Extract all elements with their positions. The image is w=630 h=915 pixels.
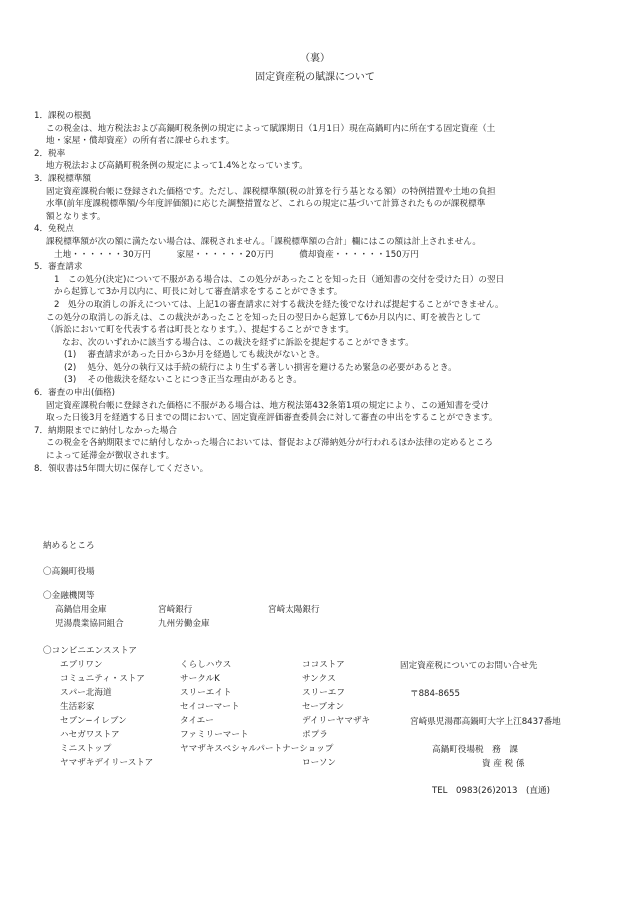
store-item: ポプラ <box>302 730 328 740</box>
store-item: タイエー <box>180 716 214 726</box>
store-item: サンクス <box>302 674 336 684</box>
store-item: サークルK <box>180 674 220 684</box>
section-text-line: 水準(前年度課税標準額/今年度評価額)に応じた調整措置など、これらの規定に基づいて計算されたものが課税標準 <box>46 199 486 210</box>
bank-item: 児湯農業協同組合 <box>55 619 124 629</box>
section-heading: 8．領収書は5年間大切に保存してください。 <box>34 463 209 474</box>
section-text-line: 地・家屋・償却資産）の所有者に課せられます。 <box>46 136 235 147</box>
convenience-heading: 〇コンビニエンスストア <box>43 646 138 656</box>
store-item: スパー北海道 <box>60 688 112 698</box>
store-item: ファミリーマート <box>180 730 249 740</box>
store-item: ローソン <box>302 758 337 768</box>
bank-item: 宮崎銀行 <box>158 605 193 615</box>
section-text-line: 1 この処分(決定)について不服がある場合は、この処分があったことを知った日（通知書の交付を受けた日）の翌日 <box>54 274 505 285</box>
store-item: セイコーマート <box>180 702 240 712</box>
section-heading: 1．課税の根拠 <box>34 111 92 121</box>
section-heading: 6．審査の申出(価格) <box>34 388 115 399</box>
section-text-line: 地方税法および高鍋町税条例の規定によって1.4%となっています。 <box>46 161 308 172</box>
store-item: くらしハウス <box>180 660 232 670</box>
store-item: ハセガワストア <box>60 730 120 740</box>
contact-postal: 〒884-8655 <box>410 689 460 699</box>
contact-dept: 高鍋町役場税 務 課 <box>432 745 518 755</box>
section-text-line: 取った日後3月を経過する日までの間において、固定資産評価審査委員会に対して審査の申出をすることができます。 <box>46 413 498 424</box>
store-item: セブン−イレブン <box>60 716 127 726</box>
section-text-line: なお、次のいずれかに該当する場合は、この裁決を経ずに訴訟を提起することができます。 <box>62 337 414 348</box>
store-item: ココストア <box>302 660 345 670</box>
bank-item: 宮崎太陽銀行 <box>268 605 320 615</box>
section-text-line: 固定資産課税台帳に登録された価格です。ただし、課税標準額(税の計算を行う基となる額）の特例措置や土地の負担 <box>46 186 496 197</box>
section-text-line: から起算して3か月以内に、町長に対して審査請求をすることができます。 <box>54 287 343 298</box>
section-text-line: （訴訟において町を代表する者は町長となります。）、提起することができます。 <box>46 325 354 336</box>
town-office-item: 〇高鍋町役場 <box>43 567 95 577</box>
section-text-line: 額となります。 <box>46 211 106 222</box>
section-heading: 3．課税標準額 <box>34 173 92 184</box>
bank-item: 九州労働金庫 <box>158 619 210 629</box>
bank-item: 高鍋信用金庫 <box>55 605 107 615</box>
section-text-line: (3) その他裁決を経ないことにつき正当な理由があるとき。 <box>64 375 302 386</box>
store-item: エブリワン <box>60 660 103 670</box>
section-text-line: (1) 審査請求があった日から3か月を経過しても裁決がないとき。 <box>64 350 325 361</box>
reverse-side-label: （裏） <box>300 53 330 64</box>
contact-address: 宮崎県児湯郡高鍋町大字上江8437番地 <box>410 717 561 727</box>
section-heading: 7．納期限までに納付しなかった場合 <box>34 425 177 436</box>
store-item: スリーエフ <box>302 688 345 698</box>
store-item: コミュニティ・ストア <box>60 674 145 684</box>
section-text-line: (2) 処分、処分の執行又は手続の続行により生ずる著しい損害を避けるため緊急の必要があるとき。 <box>64 362 457 373</box>
contact-title: 固定資産税についてのお問い合せ先 <box>400 661 538 671</box>
section-heading: 4．免税点 <box>34 224 74 235</box>
page-title: 固定資産税の賦課について <box>255 72 375 83</box>
section-text-line: によって延滞金が徴収されます。 <box>46 451 175 462</box>
store-item: ヤマザキデイリーストア <box>60 758 154 768</box>
store-item: 生活彩家 <box>60 702 95 712</box>
store-item: セーブオン <box>302 702 345 712</box>
section-text-line: 課税標準額が次の額に満たない場合は、課税されません。「課税標準額の合計」欄にはこの額は計上されません。 <box>46 236 482 247</box>
section-text-line: この処分の取消しの訴えは、この裁決があったことを知った日の翌日から起算して6か月以内に、町を被告として <box>46 312 482 323</box>
financial-heading: 〇金融機関等 <box>43 591 95 601</box>
section-text-line: 固定資産課税台帳に登録された価格に不服がある場合は、地方税法第432条第1項の規定により、この通知書を受け <box>46 400 489 411</box>
section-text-line: この税金を各納期限までに納付しなかった場合においては、督促および滞納処分が行われるほか法律の定めるところ <box>46 438 493 449</box>
contact-tel: TEL 0983(26)2013 (直通) <box>432 786 550 796</box>
contact-section: 資 産 税 係 <box>482 759 525 769</box>
sections-list <box>34 110 594 475</box>
section-text-line: 2 処分の取消しの訴えについては、上記1の審査請求に対する裁決を経た後でなければ提起することができません。 <box>54 299 504 310</box>
section-heading: 5．審査請求 <box>34 262 83 273</box>
section-text-line: この税金は、地方税法および高鍋町税条例の規定によって賦課期日（1月1日）現在高鍋町内に所在する固定資産（土 <box>46 123 496 134</box>
store-item: ヤマザキスペシャルパートナーショップ <box>180 744 334 754</box>
payment-heading: 納めるところ <box>43 541 95 551</box>
section-heading: 2．税率 <box>34 148 66 159</box>
store-item: デイリーヤマザキ <box>302 716 371 726</box>
store-item: スリーエイト <box>180 688 232 698</box>
store-item: ミニストップ <box>60 744 112 754</box>
section-text-line: 土地・・・・・・30万円 家屋・・・・・・20万円 償却資産・・・・・・150万円 <box>54 249 419 260</box>
